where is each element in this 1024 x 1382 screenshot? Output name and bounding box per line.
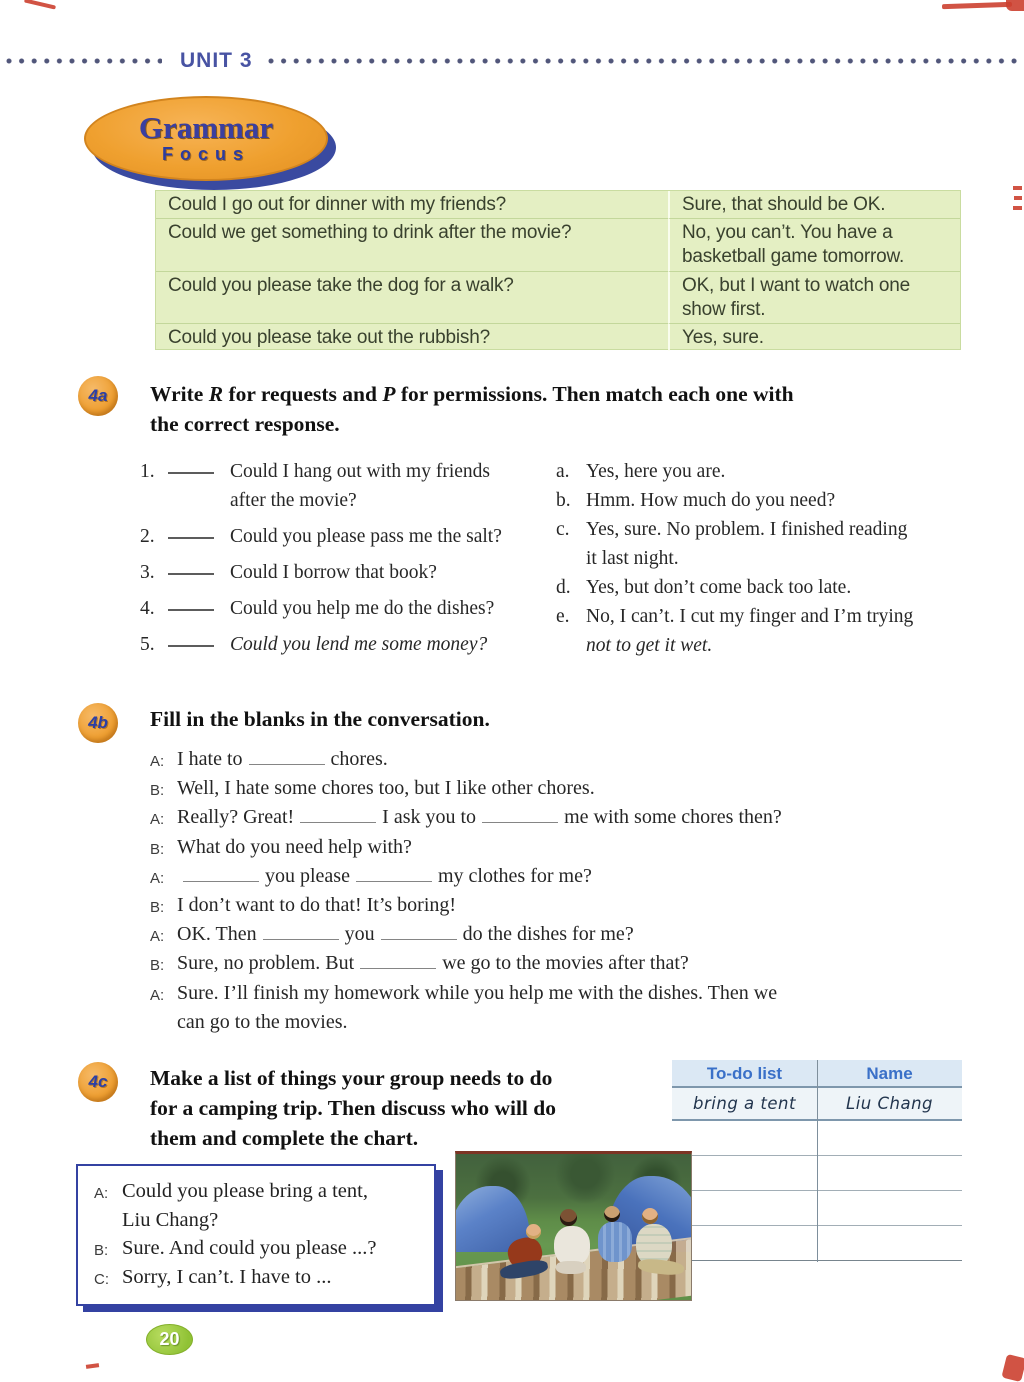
grammar-focus-badge bbox=[84, 96, 336, 192]
answer-line: Yes, sure. bbox=[682, 327, 764, 348]
photo-kid bbox=[526, 1224, 541, 1239]
section-4b-badge: 4b bbox=[78, 703, 118, 743]
fill-blank bbox=[263, 927, 339, 940]
grammar-question: Could we get something to drink after the movie? bbox=[156, 218, 668, 271]
text-segment: I don’t want to do that! It’s boring! bbox=[177, 894, 457, 917]
grammar-focus-table bbox=[155, 190, 961, 350]
item-line: it last night. bbox=[586, 548, 679, 569]
response-item bbox=[556, 602, 980, 660]
page-number-badge: 20 bbox=[146, 1324, 193, 1355]
item-letter: b. bbox=[556, 490, 571, 511]
speaker-label: A: bbox=[150, 753, 165, 770]
speaker-label: A: bbox=[150, 811, 165, 829]
scan-artifact bbox=[1001, 1354, 1024, 1382]
grammar-answer bbox=[668, 191, 960, 218]
oval bbox=[84, 96, 328, 181]
speaker-label: B: bbox=[150, 840, 165, 858]
example-dialog-box bbox=[76, 1164, 436, 1306]
text-segment: we go to the movies after that? bbox=[442, 952, 689, 975]
item-text: Could you please pass me the salt? bbox=[230, 526, 502, 547]
response-list bbox=[556, 457, 980, 660]
section-4c-instruction bbox=[150, 1063, 690, 1153]
dialog-text bbox=[122, 1180, 368, 1231]
speaker-label: B: bbox=[150, 899, 165, 917]
chart-cell-name: Liu Chang bbox=[846, 1094, 933, 1113]
instruction-line: for a camping trip. Then discuss who will do bbox=[150, 1096, 556, 1120]
fill-blank bbox=[356, 869, 432, 882]
item-letter: a. bbox=[556, 461, 570, 482]
answer-line: OK, but I want to watch one bbox=[682, 275, 911, 296]
photo-kid bbox=[554, 1226, 590, 1266]
chart-header-name: Name bbox=[866, 1064, 913, 1083]
speaker-label: B: bbox=[150, 957, 165, 975]
scan-artifact bbox=[24, 0, 56, 10]
photo-kid bbox=[642, 1208, 658, 1224]
instruction-line: them and complete the chart. bbox=[150, 1126, 419, 1150]
request-list bbox=[140, 457, 564, 666]
speaker-label: B: bbox=[94, 1242, 109, 1259]
dialog-line bbox=[94, 1234, 422, 1263]
chart-header-todo: To-do list bbox=[706, 1064, 783, 1083]
speaker-label: B: bbox=[150, 782, 165, 800]
speaker-label: C: bbox=[94, 1270, 109, 1288]
speaker-label: A: bbox=[150, 928, 165, 946]
text-segment: OK. Then bbox=[177, 923, 257, 946]
chart-cell-todo: bring a tent bbox=[693, 1094, 796, 1113]
scan-artifact bbox=[1013, 186, 1022, 190]
photo-kid bbox=[604, 1206, 620, 1222]
answer-blank bbox=[168, 457, 214, 474]
conversation-line bbox=[150, 803, 995, 832]
item-letter: e. bbox=[556, 606, 570, 627]
answer-blank bbox=[168, 522, 214, 539]
instruction-text: for requests and bbox=[223, 382, 383, 406]
conversation-line bbox=[150, 891, 995, 920]
instruction-text: the correct response. bbox=[150, 412, 340, 436]
answer-blank bbox=[168, 594, 214, 611]
item-line: No, I can’t. I cut my finger and I’m trying bbox=[586, 606, 914, 627]
fill-blank bbox=[249, 752, 325, 765]
text-segment: I hate to bbox=[177, 748, 243, 770]
conversation-line bbox=[150, 862, 995, 891]
dialog-line bbox=[94, 1263, 422, 1292]
text-segment: I ask you to bbox=[382, 806, 477, 829]
scan-artifact bbox=[942, 2, 1012, 9]
scan-artifact bbox=[86, 1363, 99, 1369]
section-4a-badge: 4a bbox=[78, 376, 118, 416]
dialog-line-text: Sorry, I can’t. I have to ... bbox=[122, 1265, 332, 1288]
answer-blank bbox=[168, 630, 214, 647]
photo-kid bbox=[598, 1222, 632, 1262]
item-number: 2. bbox=[140, 526, 155, 547]
text-segment: Well, I hate some chores too, but I like other chores. bbox=[177, 777, 595, 800]
answer-line: basketball game tomorrow. bbox=[682, 246, 905, 267]
item-text: Yes, but don’t come back too late. bbox=[586, 577, 852, 598]
grammar-question: Could you please take the dog for a walk? bbox=[156, 271, 668, 323]
instruction-text: for permissions. Then match each one with bbox=[395, 382, 794, 406]
response-item bbox=[556, 515, 980, 573]
grammar-answer bbox=[668, 271, 960, 323]
item-line: Could I hang out with my friends bbox=[230, 461, 490, 482]
response-item bbox=[556, 457, 980, 486]
text-segment: my clothes for me? bbox=[437, 864, 592, 887]
todo-chart bbox=[672, 1060, 962, 1262]
fill-blank bbox=[183, 869, 259, 882]
conversation-line bbox=[150, 745, 995, 774]
fill-blank bbox=[300, 810, 376, 823]
item-text: Could you help me do the dishes? bbox=[230, 598, 495, 619]
request-item bbox=[140, 522, 564, 551]
item-text: Yes, here you are. bbox=[586, 461, 726, 482]
request-item bbox=[140, 457, 564, 515]
answer-blank bbox=[168, 558, 214, 575]
dialog-line bbox=[94, 1177, 422, 1234]
item-letter: d. bbox=[556, 577, 571, 598]
fill-blank bbox=[360, 956, 436, 969]
section-4c-badge: 4c bbox=[78, 1062, 118, 1102]
instruction-italic: R bbox=[208, 382, 224, 406]
text-segment: chores. bbox=[330, 748, 388, 770]
item-text: Hmm. How much do you need? bbox=[586, 490, 836, 511]
conversation-line bbox=[150, 833, 995, 862]
item-number: 5. bbox=[140, 634, 155, 655]
dialog-line-text: Could you please bring a tent, bbox=[122, 1180, 368, 1202]
text-segment: What do you need help with? bbox=[177, 835, 412, 858]
fill-blank bbox=[381, 927, 457, 940]
instruction-line: Make a list of things your group needs to do bbox=[150, 1066, 553, 1090]
text-segment: Sure. I’ll finish my homework while you help me with the dishes. Then we bbox=[177, 981, 778, 1004]
text-segment: do the dishes for me? bbox=[462, 923, 634, 946]
item-line-italic: not to get it wet. bbox=[586, 635, 713, 656]
response-item bbox=[556, 486, 980, 515]
text-segment: me with some chores then? bbox=[564, 806, 782, 829]
scan-artifact bbox=[1014, 196, 1022, 200]
instruction-italic: P bbox=[382, 382, 396, 406]
request-item bbox=[140, 630, 564, 659]
section-4b-instruction: Fill in the blanks in the conversation. bbox=[150, 707, 490, 731]
focus-title: Focus bbox=[161, 143, 250, 164]
dialog-line-text: Sure. And could you please ...? bbox=[122, 1237, 377, 1259]
request-item bbox=[140, 558, 564, 587]
dialog-line-text: Liu Chang? bbox=[122, 1208, 219, 1231]
request-item bbox=[140, 594, 564, 623]
answer-line: Sure, that should be OK. bbox=[682, 194, 886, 215]
photo-kid bbox=[556, 1261, 586, 1274]
grammar-answer bbox=[668, 323, 960, 351]
conversation bbox=[150, 745, 995, 1037]
conversation-line bbox=[150, 920, 995, 949]
text-segment: you please bbox=[265, 864, 350, 887]
grammar-question: Could I go out for dinner with my friends? bbox=[168, 194, 506, 215]
item-text bbox=[586, 515, 980, 573]
grammar-answer bbox=[668, 218, 960, 271]
item-text bbox=[230, 457, 564, 515]
text-segment: can go to the movies. bbox=[177, 1010, 348, 1033]
scan-artifact bbox=[1006, 0, 1024, 11]
item-text: Could you lend me some money? bbox=[230, 634, 488, 655]
item-number: 3. bbox=[140, 562, 155, 583]
fill-blank bbox=[482, 810, 558, 823]
conversation-line bbox=[150, 774, 995, 803]
instruction-text: Write bbox=[150, 382, 209, 406]
speaker-label: A: bbox=[150, 986, 165, 1004]
camping-photo bbox=[455, 1151, 692, 1301]
item-line: after the movie? bbox=[230, 490, 357, 511]
scan-artifact bbox=[1013, 206, 1022, 210]
response-item bbox=[556, 573, 980, 602]
answer-line: No, you can’t. You have a bbox=[682, 222, 893, 243]
section-4a-instruction bbox=[150, 379, 970, 439]
text-segment: you bbox=[344, 923, 375, 946]
speaker-label: A: bbox=[94, 1185, 109, 1202]
photo-kid bbox=[560, 1209, 577, 1226]
dotted-rule bbox=[6, 58, 162, 65]
chart-column-divider bbox=[817, 1060, 818, 1262]
conversation-line bbox=[150, 979, 995, 1037]
grammar-question: Could you please take out the rubbish? bbox=[156, 323, 668, 351]
item-number: 4. bbox=[140, 598, 155, 619]
conversation-line bbox=[150, 949, 995, 978]
speaker-label: A: bbox=[150, 869, 165, 887]
item-number: 1. bbox=[140, 461, 155, 482]
text-segment: Really? Great! bbox=[177, 806, 295, 829]
unit-label: UNIT 3 bbox=[180, 49, 253, 72]
answer-line: show first. bbox=[682, 299, 766, 320]
item-text: Could I borrow that book? bbox=[230, 562, 437, 583]
item-letter: c. bbox=[556, 519, 570, 540]
text-segment: Sure, no problem. But bbox=[177, 952, 355, 975]
item-line: Yes, sure. No problem. I finished reading bbox=[586, 519, 908, 540]
dotted-rule bbox=[268, 58, 1020, 65]
item-text bbox=[586, 602, 980, 660]
grammar-title: Grammar bbox=[138, 109, 274, 145]
